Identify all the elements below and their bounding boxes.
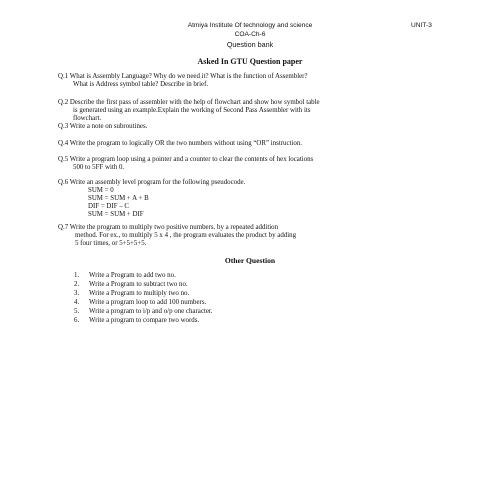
course-code: COA-Ch-6 — [234, 31, 266, 38]
question-6-line-1: Q.6 Write an assembly level program for the following pseudocode. — [58, 179, 246, 186]
question-5-line-2: 500 to 5FF with 0. — [73, 164, 125, 171]
question-7-line-3: 5 four times, or 5+5+5+5. — [75, 240, 147, 247]
question-2-line-2: is generated using an example.Explain the working of Second Pass Assembler with its — [73, 107, 311, 114]
question-1-line-2: What is Address symbol table? Describe in brief. — [73, 81, 209, 88]
question-7-line-1: Q.7 Write the program to multiply two positive numbers. by a repeated addition — [58, 224, 279, 231]
question-2-line-1: Q.2 Describe the first pass of assembler with the help of flowchart and show how symbol table — [58, 99, 320, 106]
list-item: Write a program to compare two words. — [89, 317, 200, 324]
pseudocode-line-1: SUM = 0 — [88, 187, 114, 194]
pseudocode-line-2: SUM = SUM + A + B — [88, 195, 149, 202]
institute-name: Atmiya Institute Of technology and science — [187, 22, 313, 29]
question-1-line-1: Q.1 What is Assembly Language? Why do we need it? What is the function of Assembler? — [58, 73, 308, 80]
list-item: Write a Program to add two no. — [89, 272, 176, 279]
question-5-line-1: Q.5 Write a program loop using a pointer and a counter to clear the contents of hex locations — [58, 156, 314, 163]
section-title-gtu: Asked In GTU Question paper — [197, 57, 303, 66]
question-4: Q.4 Write the program to logically OR the two numbers without using “OR” instruction. — [58, 140, 302, 147]
question-3: Q.3 Write a note on subroutines. — [58, 123, 148, 130]
list-item: Write a program to i/p and o/p one character. — [89, 308, 213, 315]
unit-label: UNIT-3 — [411, 22, 432, 29]
list-item: Write a Program to multiply two no. — [89, 290, 190, 297]
list-item: Write a program loop to add 100 numbers. — [89, 299, 207, 306]
list-item-number: 3. — [74, 290, 80, 297]
section-title-other: Other Question — [224, 256, 276, 265]
list-item: Write a Program to subtract two no. — [89, 281, 188, 288]
pseudocode-line-4: SUM = SUM + DIF — [88, 211, 144, 218]
list-item-number: 6. — [74, 317, 80, 324]
list-item-number: 4. — [74, 299, 80, 306]
question-2-line-3: flowchart. — [73, 115, 102, 122]
pseudocode-line-3: DIF = DIF – C — [88, 203, 130, 210]
list-item-number: 2. — [74, 281, 80, 288]
list-item-number: 1. — [74, 272, 80, 279]
doc-type: Question bank — [226, 40, 274, 49]
question-7-line-2: method. For ex., to multiply 5 x 4 , the program evaluates the product by adding — [75, 232, 297, 239]
list-item-number: 5. — [74, 308, 80, 315]
